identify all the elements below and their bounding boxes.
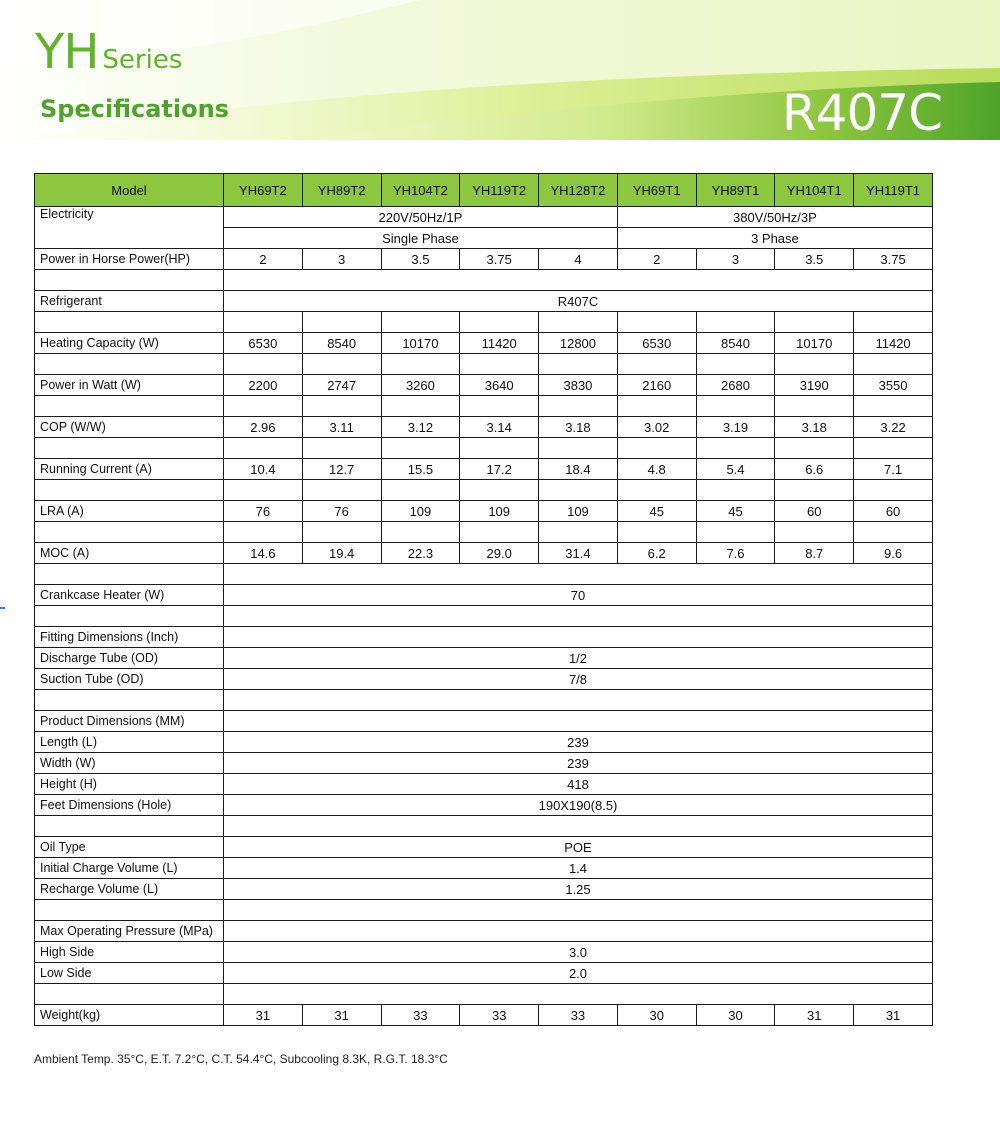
table-row bbox=[35, 627, 933, 648]
row-label: Height (H) bbox=[35, 774, 224, 795]
model-cell: YH128T2 bbox=[539, 174, 618, 207]
row-label: MOC (A) bbox=[35, 543, 224, 564]
cell-value: 1.25 bbox=[224, 879, 933, 900]
row-label: Crankcase Heater (W) bbox=[35, 585, 224, 606]
cell-value: 10170 bbox=[381, 333, 460, 354]
row-label: Recharge Volume (L) bbox=[35, 879, 224, 900]
table-row bbox=[35, 333, 933, 354]
row-label: Width (W) bbox=[35, 753, 224, 774]
spacer-row bbox=[35, 270, 933, 291]
header-banner bbox=[0, 0, 1000, 140]
cell-value: 3.19 bbox=[696, 417, 775, 438]
table-row bbox=[35, 795, 933, 816]
table-row bbox=[35, 711, 933, 732]
cell-value: 8540 bbox=[302, 333, 381, 354]
table-row bbox=[35, 753, 933, 774]
cell-value: 3.02 bbox=[617, 417, 696, 438]
cell-value: 22.3 bbox=[381, 543, 460, 564]
page-subtitle: Specifications bbox=[40, 95, 229, 123]
cell-value: 3 bbox=[302, 249, 381, 270]
cell-value: 3.11 bbox=[302, 417, 381, 438]
header-row bbox=[35, 174, 933, 207]
table-row bbox=[35, 543, 933, 564]
cell-value: 15.5 bbox=[381, 459, 460, 480]
row-label: LRA (A) bbox=[35, 501, 224, 522]
row-label: Suction Tube (OD) bbox=[35, 669, 224, 690]
cell-value: R407C bbox=[224, 291, 933, 312]
brand-title bbox=[35, 24, 182, 80]
table-row bbox=[35, 648, 933, 669]
table-row bbox=[35, 858, 933, 879]
cell-value: 3.22 bbox=[854, 417, 933, 438]
cell-value: 6.2 bbox=[617, 543, 696, 564]
cell-value: 33 bbox=[381, 1005, 460, 1026]
cell-value: 14.6 bbox=[224, 543, 303, 564]
cell-value: 109 bbox=[460, 501, 539, 522]
cell-value: 31 bbox=[775, 1005, 854, 1026]
cell-value: 2747 bbox=[302, 375, 381, 396]
row-label: Feet Dimensions (Hole) bbox=[35, 795, 224, 816]
cell-value: 109 bbox=[381, 501, 460, 522]
cell-value: 33 bbox=[539, 1005, 618, 1026]
cell-value: 4 bbox=[539, 249, 618, 270]
row-label: Power in Watt (W) bbox=[35, 375, 224, 396]
row-label: Initial Charge Volume (L) bbox=[35, 858, 224, 879]
cell-value: 3.12 bbox=[381, 417, 460, 438]
cell-value: 3.75 bbox=[460, 249, 539, 270]
cell-value: 3 Phase bbox=[617, 228, 932, 249]
row-label: Product Dimensions (MM) bbox=[35, 711, 224, 732]
cell-value: 2680 bbox=[696, 375, 775, 396]
cell-value: 2160 bbox=[617, 375, 696, 396]
cell-value: 9.6 bbox=[854, 543, 933, 564]
model-cell: YH104T2 bbox=[381, 174, 460, 207]
cell-value: 31 bbox=[302, 1005, 381, 1026]
model-cell: YH104T1 bbox=[775, 174, 854, 207]
cell-value: 31 bbox=[854, 1005, 933, 1026]
cell-value: 30 bbox=[696, 1005, 775, 1026]
cell-value: 29.0 bbox=[460, 543, 539, 564]
cell-value: 31.4 bbox=[539, 543, 618, 564]
cell-value: 2 bbox=[224, 249, 303, 270]
cell-value: Single Phase bbox=[224, 228, 618, 249]
spacer-row bbox=[35, 522, 933, 543]
cell-value: 418 bbox=[224, 774, 933, 795]
table-row bbox=[35, 963, 933, 984]
cell-value: 1.4 bbox=[224, 858, 933, 879]
cell-value: 239 bbox=[224, 732, 933, 753]
cell-value: 6530 bbox=[617, 333, 696, 354]
cell-value: 8.7 bbox=[775, 543, 854, 564]
cell-value: 12.7 bbox=[302, 459, 381, 480]
table-row bbox=[35, 249, 933, 270]
spacer-row bbox=[35, 690, 933, 711]
row-label: Heating Capacity (W) bbox=[35, 333, 224, 354]
cell-value: 220V/50Hz/1P bbox=[224, 207, 618, 228]
table-row bbox=[35, 459, 933, 480]
row-label: Discharge Tube (OD) bbox=[35, 648, 224, 669]
brand-name: YH bbox=[35, 24, 99, 80]
cell-value: 60 bbox=[854, 501, 933, 522]
cell-value: 12800 bbox=[539, 333, 618, 354]
table-row bbox=[35, 207, 933, 228]
cell-value: 60 bbox=[775, 501, 854, 522]
cell-value: 30 bbox=[617, 1005, 696, 1026]
row-label: Running Current (A) bbox=[35, 459, 224, 480]
cell-value: 2200 bbox=[224, 375, 303, 396]
spacer-row bbox=[35, 816, 933, 837]
spacer-row bbox=[35, 354, 933, 375]
cell-value: 4.8 bbox=[617, 459, 696, 480]
spacer-row bbox=[35, 312, 933, 333]
table-row bbox=[35, 837, 933, 858]
row-label: COP (W/W) bbox=[35, 417, 224, 438]
side-marker bbox=[0, 607, 5, 609]
table-row bbox=[35, 291, 933, 312]
model-header: Model bbox=[35, 174, 224, 207]
row-label: Weight(kg) bbox=[35, 1005, 224, 1026]
spacer-row bbox=[35, 438, 933, 459]
table-row bbox=[35, 921, 933, 942]
cell-value: 1/2 bbox=[224, 648, 933, 669]
model-cell: YH119T2 bbox=[460, 174, 539, 207]
spacer-row bbox=[35, 564, 933, 585]
cell-value: 3640 bbox=[460, 375, 539, 396]
cell-value: 3.14 bbox=[460, 417, 539, 438]
cell-value: 3550 bbox=[854, 375, 933, 396]
cell-value: 11420 bbox=[854, 333, 933, 354]
model-cell: YH69T1 bbox=[617, 174, 696, 207]
cell-value: 3830 bbox=[539, 375, 618, 396]
cell-value: 3.0 bbox=[224, 942, 933, 963]
cell-value: 6530 bbox=[224, 333, 303, 354]
cell-value: 7/8 bbox=[224, 669, 933, 690]
table-row bbox=[35, 1005, 933, 1026]
table-row bbox=[35, 669, 933, 690]
table-row bbox=[35, 732, 933, 753]
cell-value: 7.6 bbox=[696, 543, 775, 564]
spacer-row bbox=[35, 606, 933, 627]
row-label: Oil Type bbox=[35, 837, 224, 858]
cell-value: 45 bbox=[617, 501, 696, 522]
row-label: Power in Horse Power(HP) bbox=[35, 249, 224, 270]
model-cell: YH119T1 bbox=[854, 174, 933, 207]
spacer-row bbox=[35, 900, 933, 921]
cell-value: POE bbox=[224, 837, 933, 858]
cell-value: 3 bbox=[696, 249, 775, 270]
cell-value: 3260 bbox=[381, 375, 460, 396]
cell-value: 76 bbox=[302, 501, 381, 522]
row-label: Fitting Dimensions (Inch) bbox=[35, 627, 224, 648]
cell-value: 31 bbox=[224, 1005, 303, 1026]
row-label: Low Side bbox=[35, 963, 224, 984]
cell-value: 6.6 bbox=[775, 459, 854, 480]
cell-value: 109 bbox=[539, 501, 618, 522]
row-label: Length (L) bbox=[35, 732, 224, 753]
cell-value: 2.96 bbox=[224, 417, 303, 438]
cell-value: 3.5 bbox=[775, 249, 854, 270]
cell-value: 2.0 bbox=[224, 963, 933, 984]
spec-table bbox=[34, 173, 933, 1026]
spacer-row bbox=[35, 984, 933, 1005]
cell-value: 10.4 bbox=[224, 459, 303, 480]
brand-series: Series bbox=[102, 45, 183, 75]
row-label: Max Operating Pressure (MPa) bbox=[35, 921, 224, 942]
row-label: Electricity bbox=[35, 207, 224, 249]
refrigerant-badge: R407C bbox=[781, 84, 942, 140]
table-row bbox=[35, 501, 933, 522]
cell-value: 3.75 bbox=[854, 249, 933, 270]
table-row bbox=[35, 585, 933, 606]
cell-value: 380V/50Hz/3P bbox=[617, 207, 932, 228]
cell-value: 190X190(8.5) bbox=[224, 795, 933, 816]
cell-value: 7.1 bbox=[854, 459, 933, 480]
cell-value: 3.5 bbox=[381, 249, 460, 270]
cell-value: 17.2 bbox=[460, 459, 539, 480]
table-row bbox=[35, 417, 933, 438]
cell-value: 8540 bbox=[696, 333, 775, 354]
spacer-row bbox=[35, 396, 933, 417]
cell-value: 19.4 bbox=[302, 543, 381, 564]
model-cell: YH89T1 bbox=[696, 174, 775, 207]
cell-value: 11420 bbox=[460, 333, 539, 354]
spacer-row bbox=[35, 480, 933, 501]
cell-value: 239 bbox=[224, 753, 933, 774]
cell-value: 3190 bbox=[775, 375, 854, 396]
cell-value: 33 bbox=[460, 1005, 539, 1026]
table-row bbox=[35, 879, 933, 900]
model-cell: YH69T2 bbox=[224, 174, 303, 207]
cell-value: 70 bbox=[224, 585, 933, 606]
cell-value: 76 bbox=[224, 501, 303, 522]
cell-value: 2 bbox=[617, 249, 696, 270]
model-cell: YH89T2 bbox=[302, 174, 381, 207]
cell-value: 3.18 bbox=[539, 417, 618, 438]
cell-value: 5.4 bbox=[696, 459, 775, 480]
row-label: High Side bbox=[35, 942, 224, 963]
cell-value: 3.18 bbox=[775, 417, 854, 438]
table-row bbox=[35, 942, 933, 963]
footnote: Ambient Temp. 35°C, E.T. 7.2°C, C.T. 54.4°C, Subcooling 8.3K, R.G.T. 18.3°C bbox=[34, 1052, 448, 1066]
table-row bbox=[35, 375, 933, 396]
row-label: Refrigerant bbox=[35, 291, 224, 312]
cell-value: 10170 bbox=[775, 333, 854, 354]
cell-value: 18.4 bbox=[539, 459, 618, 480]
table-row bbox=[35, 774, 933, 795]
cell-value: 45 bbox=[696, 501, 775, 522]
